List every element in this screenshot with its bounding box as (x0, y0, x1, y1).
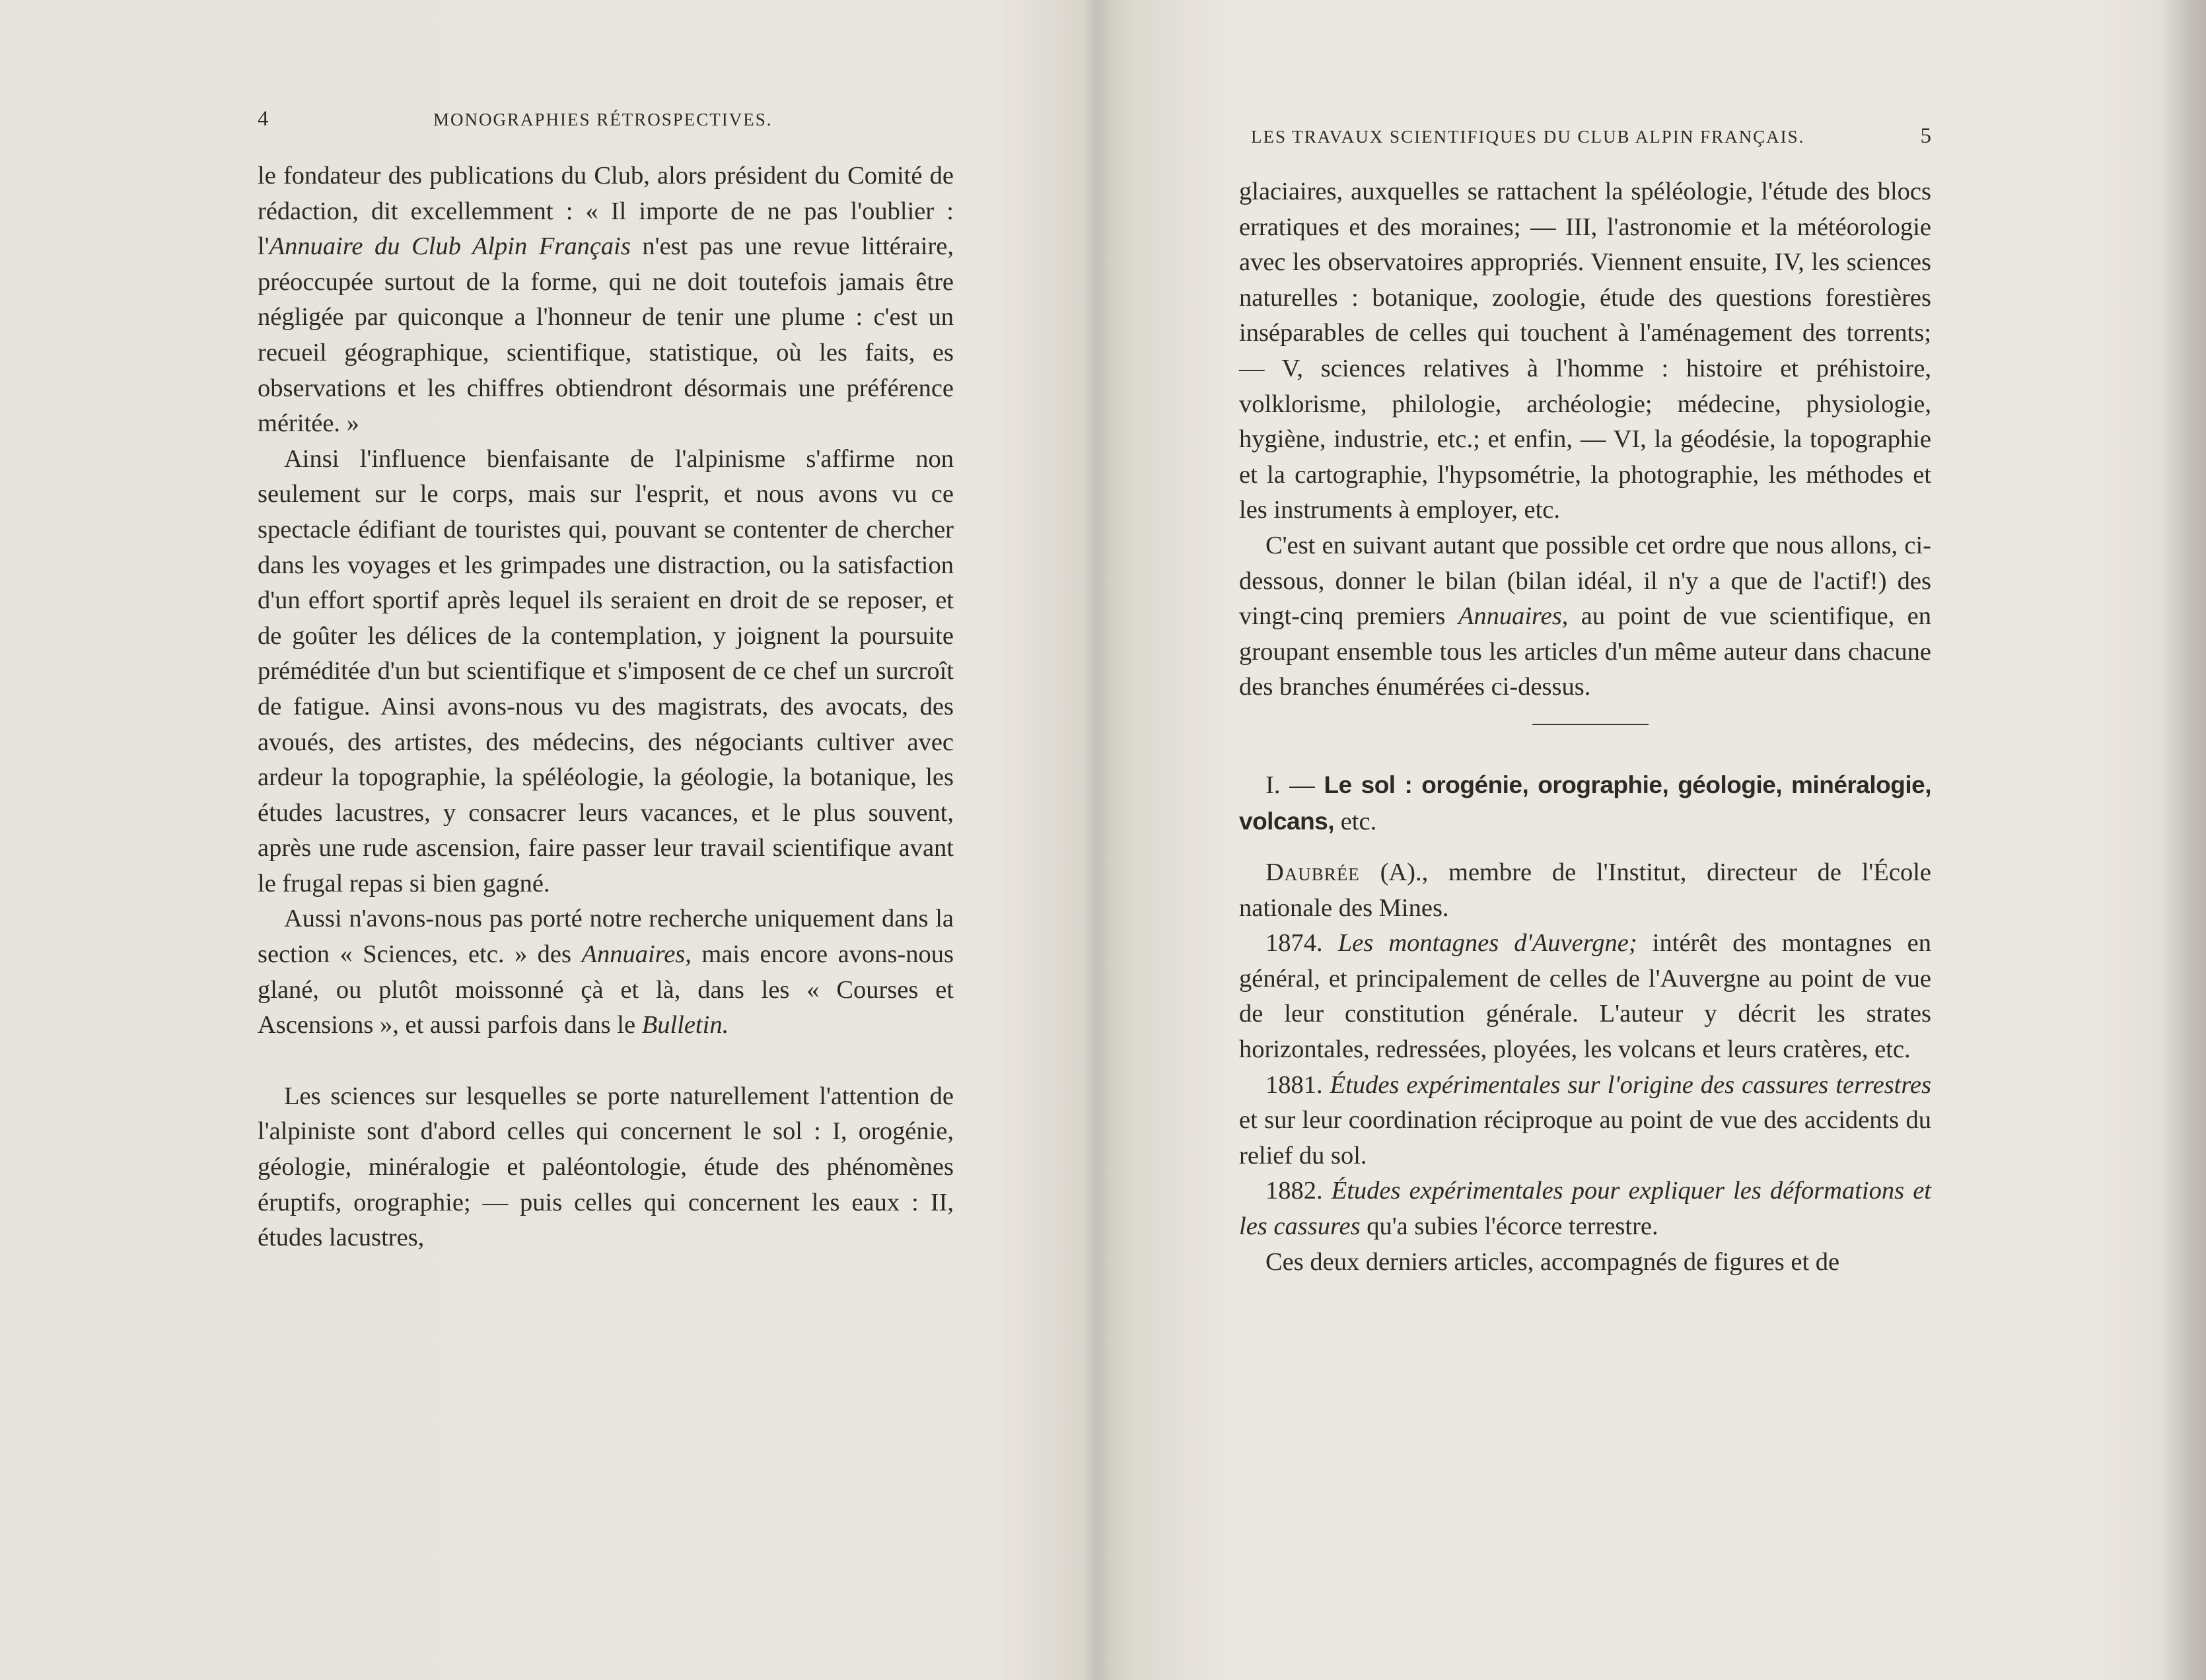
entry-year: 1882. (1265, 1177, 1332, 1205)
right-last-paragraph: Ces deux derniers articles, accompagnés de figures et de (1265, 1247, 1840, 1276)
section-etc: etc. (1334, 807, 1377, 835)
left-page (258, 0, 954, 1680)
left-paragraph-1 (258, 158, 954, 442)
entry-year: 1874. (1265, 929, 1338, 958)
author-entry (1239, 855, 1931, 926)
entry-title: Les montagnes d'Auvergne; (1337, 929, 1637, 958)
entry-title: Études expérimentales sur l'origine des cassures terrestres (1330, 1070, 1932, 1099)
section-title: Le sol : orogénie, orographie, géologie, minéralogie, volcans, (1239, 771, 1931, 835)
bibliography-entry-1881 (1239, 1068, 1931, 1174)
right-page (1239, 0, 1931, 1680)
book-gutter (1083, 0, 1110, 1680)
text-run: Aussi n'avons-nous pas porté notre recherche uniquement dans la section « Sciences, etc. » des (258, 905, 954, 969)
right-running-head (1239, 124, 1931, 153)
bibliography-entry-1882 (1239, 1173, 1931, 1244)
text-run: n'est pas une revue littéraire, préoccupée surtout de la forme, qui ne doit toutefois jamais être négligée par quiconque a l'honneur de tenir une plume : c'est un recueil géographique, scientifique, statistique, où les faits, es observations et les chiffres obtiendront désormais une préférence méritée. » (258, 232, 954, 438)
text-run: au point de vue scientifique, en groupant ensemble tous les articles d'un même auteur dans chacune des branches énumérées ci-dessus. (1239, 602, 1931, 701)
italic-title: Annuaire du Club Alpin Français (269, 232, 631, 261)
right-page-number: 5 (1920, 124, 1931, 148)
entry-title: Études expérimentales pour expliquer les déformations (1331, 1177, 1905, 1205)
entry-description: et sur leur coordination réciproque au point de vue des accidents du relief du sol. (1239, 1106, 1931, 1170)
italic-title: Annuaires, (1458, 602, 1569, 631)
author-description: (A)., membre de l'Institut, directeur de l'École nationale des Mines. (1239, 858, 1931, 922)
right-paragraph-1: glaciaires, auxquelles se rattachent la spéléologie, l'étude des blocs erratiques et des moraines; — III, l'astronomie et la météorologie avec les observatoires appropriés. Viennent ensuite, IV, les sciences naturelles : botanique, zoologie, étude des questions forestières inséparables de celles qui touchent à l'aménagement des torrents; — V, sciences relatives à l'homme : histoire et préhistoire, volklorisme, philologie, archéologie; médecine, physiologie, hygiène, industrie, etc.; et enfin, — VI, la géodésie, la topographie et la cartographie, l'hypsométrie, la photographie, les méthodes et les instruments à employer, etc. (1239, 178, 1931, 524)
left-page-text (258, 158, 954, 1256)
left-paragraph-3 (258, 901, 954, 1043)
right-page-text (1239, 174, 1931, 1280)
paragraph-gap (1239, 725, 1931, 767)
page-edge-shadow (2160, 0, 2206, 1680)
author-name: Daubrée (1265, 858, 1360, 887)
text-run: C'est en suivant autant que possible cet ordre que nous allons, ci-dessous, donner le bilan (bilan idéal, il n'y a que de l'actif!) des vingt-cinq premiers (1239, 531, 1931, 631)
paragraph-gap (1239, 839, 1931, 855)
section-heading (1239, 767, 1931, 839)
text-run (1904, 1177, 1913, 1205)
left-page-number: 4 (258, 107, 269, 131)
section-divider-rule (1532, 724, 1649, 725)
right-paragraph-2 (1239, 528, 1931, 705)
italic-title: Bulletin. (641, 1011, 729, 1039)
entry-description: qu'a subies l'écorce terrestre. (1360, 1212, 1658, 1241)
entry-year: 1881. (1265, 1070, 1330, 1099)
left-paragraph-2: Ainsi l'influence bienfaisante de l'alpinisme s'affirme non seulement sur le corps, mais sur l'esprit, et nous avons vu ce spectacle édifiant de touristes qui, pouvant se contenter de chercher dans les voyages et les grimpades une distraction, ou la satisfaction d'un effort sportif après lequel ils seraient en droit de se reposer, et de goûter les délices de la contemplation, y joignent la poursuite préméditée d'un but scientifique et s'imposent de ce chef un surcroît de fatigue. Ainsi avons-nous vu des magistrats, des avocats, des avoués, des artistes, des médecins, des négociants cultiver avec ardeur la topographie, la spéléologie, la géologie, la botanique, les études lacustres, y consacrer leurs vacances, et le plus souvent, après une rude ascension, faire passer leur travail scientifique avant le frugal repas si bien gagné. (258, 444, 954, 897)
left-running-title: MONOGRAPHIES RÉTROSPECTIVES. (433, 110, 773, 129)
entry-description: intérêt des montagnes en général, et principalement de celles de l'Auvergne au point de vue de leur constitution générale. L'auteur y décrit les strates horizontales, redressées, ployées, les volcans et leurs cratères, etc. (1239, 929, 1931, 1064)
text-run: le fondateur des publications du Club, alors président du Comité de rédaction, dit excellemment : « Il importe de ne pas l'oublier : l' (258, 162, 954, 261)
entry-title: et les cassures (1239, 1177, 1931, 1241)
bibliography-entry-1874 (1239, 926, 1931, 1067)
paragraph-gap (258, 1043, 954, 1079)
right-running-title: LES TRAVAUX SCIENTIFIQUES DU CLUB ALPIN FRANÇAIS. (1251, 127, 1805, 147)
section-numeral: I. — (1265, 771, 1324, 799)
italic-title: Annuaires, (581, 940, 692, 969)
left-running-head (258, 107, 954, 136)
left-paragraph-4: Les sciences sur lesquelles se porte naturellement l'attention de l'alpiniste sont d'abord celles qui concernent le sol : I, orogénie, géologie, minéralogie et paléontologie, étude des phénomènes éruptifs, orographie; — puis celles qui concernent les eaux : II, études lacustres, (258, 1082, 954, 1252)
text-run: mais encore avons-nous glané, ou plutôt moissonné çà et là, dans les « Courses et Ascensions », et aussi parfois dans le (258, 940, 954, 1039)
